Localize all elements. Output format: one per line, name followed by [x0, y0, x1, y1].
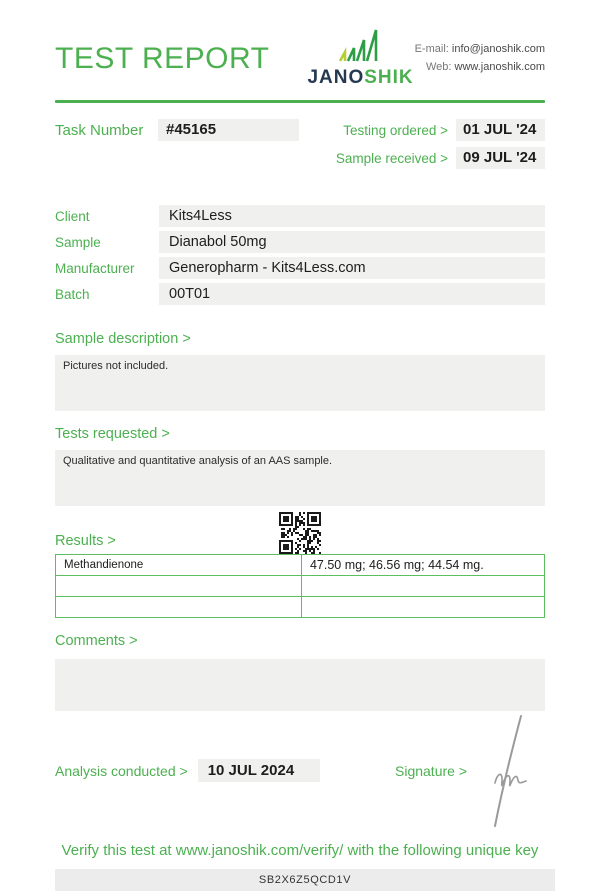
- analysis-conducted-label: Analysis conducted >: [55, 762, 188, 779]
- sample-info-block: [55, 205, 545, 305]
- result-value: [301, 576, 544, 597]
- sample-description-box: Pictures not included.: [55, 355, 545, 411]
- results-header: [55, 512, 545, 554]
- analysis-conducted-value: 10 JUL 2024: [198, 759, 320, 782]
- task-number-value: #45165: [158, 119, 299, 141]
- sample-value: Dianabol 50mg: [159, 231, 545, 253]
- sample-description-heading: Sample description >: [55, 331, 191, 347]
- table-row: [56, 597, 545, 618]
- batch-label: Batch: [55, 286, 90, 302]
- qr-code-icon: [279, 512, 321, 554]
- result-value: [301, 597, 544, 618]
- testing-ordered-label: Testing ordered >: [343, 122, 448, 138]
- growth-chart-icon: [335, 28, 387, 69]
- handwritten-signature: [481, 713, 537, 831]
- result-substance: Methandienone: [56, 555, 302, 576]
- result-substance: [56, 597, 302, 618]
- web-value: www.janoshik.com: [454, 60, 545, 73]
- header-divider: [55, 100, 545, 103]
- manufacturer-value: Generopharm - Kits4Less.com: [159, 257, 545, 279]
- client-label: Client: [55, 208, 90, 224]
- email-value: info@janoshik.com: [451, 43, 545, 56]
- results-heading: Results >: [55, 533, 116, 549]
- task-meta-row: [55, 119, 545, 175]
- verify-instruction: Verify this test at www.janoshik.com/verify/ with the following unique key: [61, 842, 539, 859]
- client-value: Kits4Less: [159, 205, 545, 227]
- dates-block: [336, 119, 545, 175]
- contact-web: [415, 59, 545, 76]
- unique-key-badge: SB2X6Z5QCD1V: [55, 869, 555, 891]
- task-number-group: [55, 119, 299, 141]
- logo-wordmark: [307, 67, 413, 89]
- batch-value: 00T01: [159, 283, 545, 305]
- table-row: [56, 555, 545, 576]
- task-number-label: Task Number: [55, 121, 144, 139]
- web-label: Web:: [425, 60, 452, 73]
- sample-label: Sample: [55, 234, 101, 250]
- result-substance: [56, 576, 302, 597]
- results-table: [55, 554, 545, 618]
- sample-received-value: 09 JUL '24: [456, 147, 545, 169]
- signature-label: Signature >: [395, 762, 467, 779]
- comments-box: [55, 659, 545, 711]
- info-row-client: [55, 205, 545, 227]
- manufacturer-label: Manufacturer: [55, 260, 135, 276]
- contact-email: [415, 41, 545, 58]
- info-row-batch: [55, 283, 545, 305]
- testing-ordered-row: [336, 119, 545, 141]
- tests-requested-box: Qualitative and quantitative analysis of an AAS sample.: [55, 450, 545, 506]
- comments-heading: Comments >: [55, 633, 138, 649]
- page-title: TEST REPORT: [55, 41, 270, 75]
- sample-received-row: [336, 147, 545, 169]
- info-row-sample: [55, 231, 545, 253]
- report-header: [55, 28, 545, 89]
- testing-ordered-value: 01 JUL '24: [456, 119, 545, 141]
- table-row: [56, 576, 545, 597]
- result-value: 47.50 mg; 46.56 mg; 44.54 mg.: [301, 555, 544, 576]
- janoshik-logo: [307, 28, 413, 89]
- analysis-signature-row: [55, 759, 545, 782]
- email-label: E-mail:: [414, 43, 449, 56]
- tests-requested-heading: Tests requested >: [55, 426, 170, 442]
- info-row-manufacturer: [55, 257, 545, 279]
- contact-info: [415, 41, 545, 75]
- logo-text-jano: JANO: [307, 67, 365, 88]
- logo-text-shik: SHIK: [364, 67, 414, 88]
- sample-received-label: Sample received >: [335, 150, 448, 166]
